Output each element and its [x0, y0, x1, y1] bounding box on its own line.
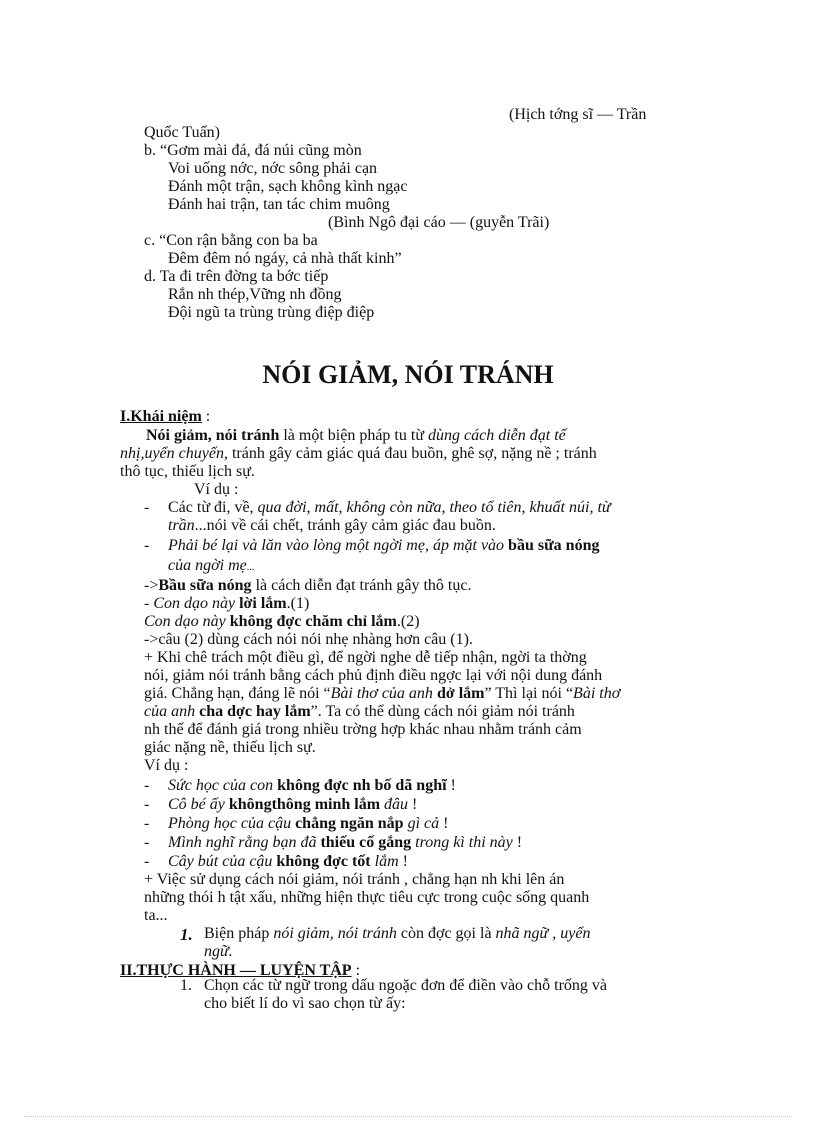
e1-bold: không đợc nh bố dã nghĩ: [277, 777, 447, 794]
example1-italic1: qua đời, mất, không còn nữa, theo tổ tiên, khuất núi, từ: [257, 499, 611, 516]
arrow1-prefix: ->: [144, 577, 159, 594]
note-text2: còn đợc gọi là: [396, 925, 496, 942]
cd1-text: .(1): [286, 595, 310, 612]
p1l3-bold: dở lắm: [436, 685, 485, 702]
cd1-bold: lời lắm: [239, 595, 287, 612]
e4-bold: thiếu cố gắng: [320, 834, 412, 851]
example1-text1: Các từ đi, về,: [168, 499, 258, 516]
con-dao-line2: [144, 613, 420, 631]
quote-b-line3: Đánh một trận, sạch không kình ngạc: [168, 178, 408, 195]
definition-italic2: nhị,uyển chuyển: [120, 445, 224, 462]
arrow1-text: là cách diễn đạt tránh gây thô tục.: [251, 577, 472, 594]
list-item-3: [168, 815, 448, 833]
cd1-italic: Con dạo này: [153, 595, 240, 612]
quote-c-line1: c. “Con rận bằng con ba ba: [144, 232, 318, 249]
list-dash-4: -: [144, 834, 150, 851]
example2-italic2: của ngời mẹ: [168, 557, 247, 574]
example2-dash: -: [144, 537, 150, 554]
example2-line1: [168, 537, 599, 555]
paragraph1-line5: nh thế để đánh giá trong nhiều trờng hợp khác nhau nhằm tránh cảm: [144, 721, 582, 738]
e1-text: !: [446, 777, 456, 794]
note-italic2: nhã ngữ , uyển: [495, 925, 591, 942]
example-label: Ví dụ :: [194, 481, 239, 498]
section1-heading-suffix: :: [201, 408, 211, 425]
example1-text2: ...nói về cái chết, tránh gây cảm giác đau buồn.: [194, 517, 496, 534]
definition-line1: [146, 427, 566, 445]
paragraph1-line3: [144, 685, 620, 703]
section1-heading: I.Khái niệm: [120, 408, 202, 425]
paragraph2-line2: những thói h tật xấu, những hiện thực tiêu cực trong cuộc sống quanh: [144, 889, 590, 906]
e3-italic2: gì cả: [403, 815, 440, 832]
arrow-line2: ->câu (2) dùng cách nói nói nhẹ nhàng hơn câu (1).: [144, 631, 473, 648]
paragraph1-line1: + Khi chê trách một điều gì, để ngời nghe dễ tiếp nhận, ngời ta thờng: [144, 649, 587, 666]
quote-b-source: (Bình Ngô đại cáo — (guyễn Trãi): [328, 214, 550, 231]
p1l4-italic: của anh: [144, 703, 200, 720]
quote-b-line2: Voi uống nớc, nớc sông phải cạn: [168, 160, 378, 177]
e4-text: !: [512, 834, 523, 851]
paragraph1-line4: [144, 703, 575, 721]
cd2-italic: Con dạo này: [144, 613, 230, 630]
page-bottom-divider: [24, 1116, 792, 1117]
list-dash-3: -: [144, 815, 150, 832]
example2-line2: [168, 557, 254, 577]
e2-italic: Cô bé ấy: [168, 796, 229, 813]
section2-heading: II.THỰC HÀNH — LUYỆN TẬP: [120, 962, 352, 979]
example1-dash: -: [144, 499, 150, 516]
cd2-bold: không đợc chăm chỉ lắm: [229, 613, 397, 630]
quote-b-line1: b. “Gơm mài đá, đá núi cũng mòn: [144, 142, 362, 159]
hich-source-line1: (Hịch tớng sĩ — Trần: [509, 106, 647, 123]
quote-c-line2: Đêm đêm nó ngáy, cả nhà thất kinh”: [168, 250, 402, 267]
note-line2: ngữ.: [204, 943, 233, 960]
quote-b-line4: Đánh hai trận, tan tác chim muông: [168, 196, 390, 213]
list-item-5: [168, 853, 408, 871]
example1-line2: [168, 517, 496, 535]
e3-bold: chẳng ngăn nắp: [295, 815, 404, 832]
section2-heading-suffix: :: [351, 962, 361, 979]
section1-heading-line: [120, 408, 210, 426]
p1l3-text1: giá. Chẳng hạn, đáng lẽ nói “: [144, 685, 331, 702]
quote-d-line2: Rắn nh thép,Vững nh đồng: [168, 286, 342, 303]
paragraph2-line1: + Việc sử dụng cách nói giảm, nói tránh , chẳng hạn nh khi lên án: [144, 871, 565, 888]
p1l4-text: ”. Ta có thể dùng cách nói giảm nói tránh: [310, 703, 575, 720]
practice-item-number: 1.: [180, 977, 192, 994]
e1-italic: Sức học của con: [168, 777, 278, 794]
definition-line2: [120, 445, 597, 463]
e4-italic2: trong kì thi này: [411, 834, 513, 851]
list-dash-1: -: [144, 777, 150, 794]
e2-text: !: [408, 796, 418, 813]
list-dash-2: -: [144, 796, 150, 813]
quote-d-line3: Đội ngũ ta trùng trùng điệp điệp: [168, 304, 375, 321]
list-dash-5: -: [144, 853, 150, 870]
p1l3-text2: ” Thì lại nói “: [484, 685, 574, 702]
example2-label: Ví dụ :: [144, 757, 189, 774]
note-line1: [204, 925, 590, 943]
e4-italic: Mình nghĩ rằng bạn đã: [168, 834, 321, 851]
page-title: NÓI GIẢM, NÓI TRÁNH: [262, 360, 554, 389]
list-item-4: [168, 834, 522, 852]
note-text1: Biện pháp: [204, 925, 274, 942]
p1l3-italic1: Bài thơ của anh: [330, 685, 437, 702]
paragraph1-line2: nói, giảm nói tránh bằng cách phủ định điều ngợc lại với nội dung đánh: [144, 667, 603, 684]
e5-text: !: [398, 853, 408, 870]
definition-line3: thô tục, thiếu lịch sự.: [120, 463, 255, 480]
e5-italic: Cây bút của cậu: [168, 853, 277, 870]
example1-italic2: trần: [168, 517, 195, 534]
cd1-dash: -: [144, 595, 154, 612]
practice-item-line1: Chọn các từ ngữ trong dấu ngoặc đơn để điền vào chỗ trống và: [204, 977, 608, 994]
note-italic1: nói giảm, nói tránh: [273, 925, 397, 942]
arrow-line1: [144, 577, 471, 595]
list-item-1: [168, 777, 456, 795]
note-number: 1.: [180, 925, 193, 944]
p1l4-bold: cha dợc hay lắm: [199, 703, 311, 720]
quote-d-line1: d. Ta đi trên đờng ta bớc tiếp: [144, 268, 329, 285]
definition-italic1: dùng cách diễn đạt tế: [428, 427, 566, 444]
example2-italic1: Phải bé lại và lăn vào lòng một ngời mẹ, áp mặt vào: [168, 537, 509, 554]
e3-text: !: [439, 815, 449, 832]
p1l3-italic2: Bài thơ: [573, 685, 621, 702]
e5-italic2: lắm: [370, 853, 399, 870]
example1-line1: [168, 499, 611, 517]
e3-italic: Phòng học của cậu: [168, 815, 296, 832]
list-item-2: [168, 796, 417, 814]
definition-text1: là một biện pháp tu từ: [279, 427, 428, 444]
arrow1-bold: Bầu sữa nóng: [158, 577, 252, 594]
hich-source-line2: Quốc Tuấn): [144, 124, 221, 141]
definition-term: Nói giảm, nói tránh: [146, 427, 280, 444]
con-dao-line1: [144, 595, 309, 613]
example2-dots: ...: [246, 562, 255, 573]
e5-bold: không đợc tốt: [276, 853, 371, 870]
cd2-text: .(2): [396, 613, 420, 630]
practice-item-line2: cho biết lí do vì sao chọn từ ấy:: [204, 995, 406, 1012]
e2-italic2: đâu: [380, 796, 409, 813]
paragraph2-line3: ta...: [144, 907, 168, 924]
paragraph1-line6: giác nặng nề, thiếu lịch sự.: [144, 739, 316, 756]
definition-text2: , tránh gây cảm giác quá đau buồn, ghê sợ, nặng nề ; tránh: [223, 445, 597, 462]
e2-bold: khôngthông minh lắm: [228, 796, 381, 813]
example2-bold: bầu sữa nóng: [508, 537, 600, 554]
